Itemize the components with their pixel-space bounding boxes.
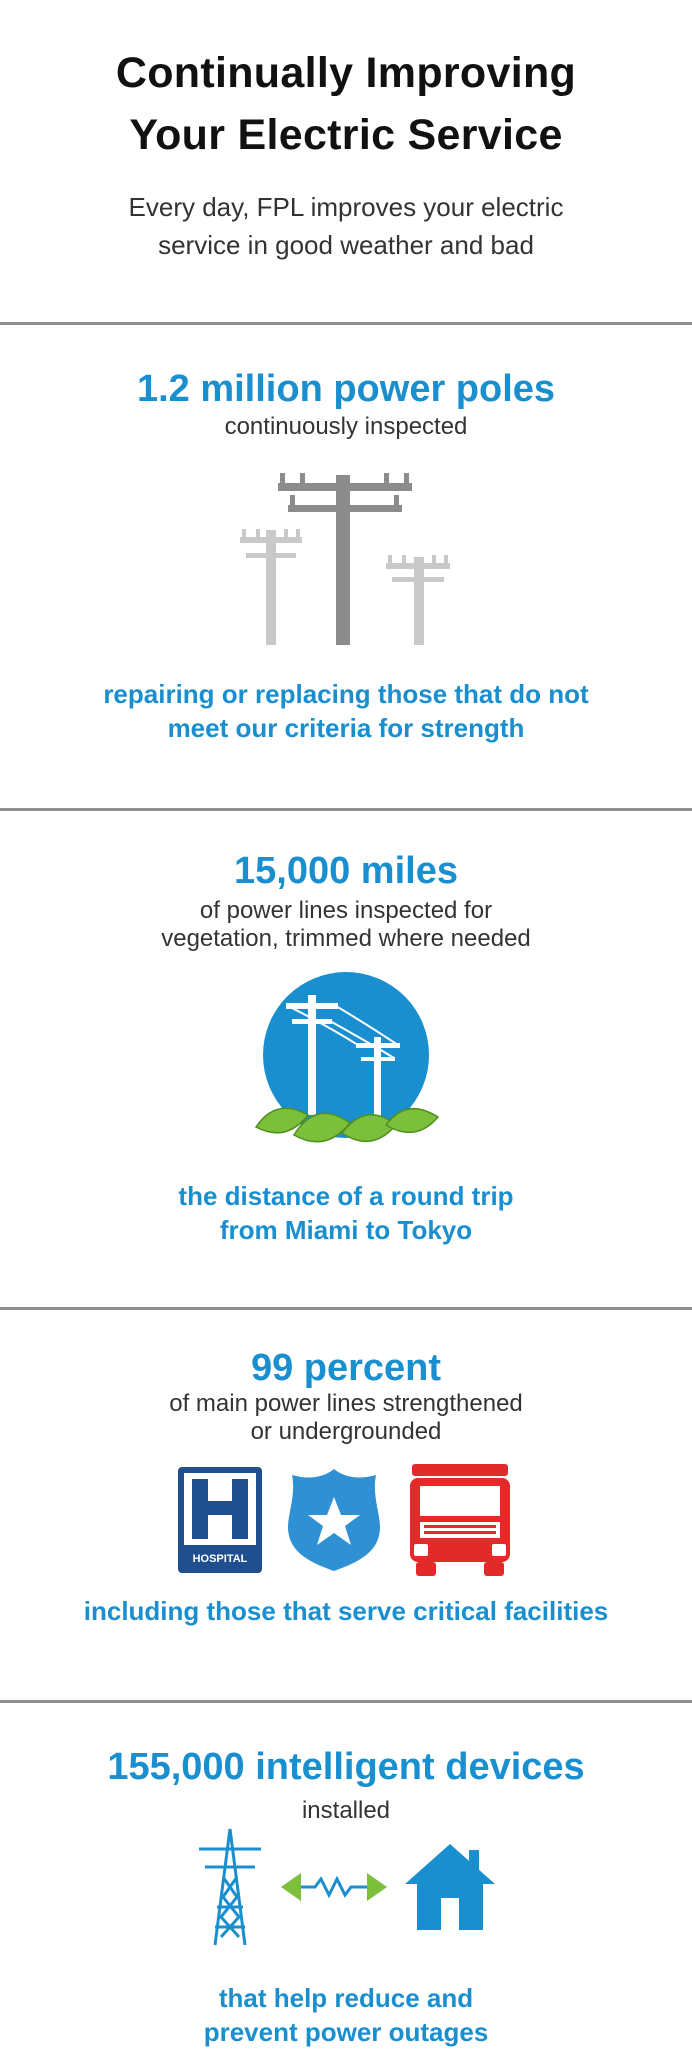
page-title (0, 42, 692, 166)
subtitle-line-1: Every day, FPL improves your electric (128, 192, 564, 222)
device-icons (0, 1827, 692, 1947)
description-line-2: vegetation, trimmed where needed (161, 925, 531, 952)
subtitle-line-2: service in good weather and bad (158, 230, 534, 260)
hospital-label: HOSPITAL (192, 1553, 248, 1565)
section-intelligent-devices (0, 1703, 692, 2067)
section-tagline (0, 677, 692, 745)
facility-icons (0, 1464, 692, 1576)
section-tagline (0, 1179, 692, 1247)
section-description (0, 1390, 692, 1446)
tagline-line-1: repairing or replacing those that do not (103, 679, 589, 709)
section-headline: 155,000 intelligent devices (107, 1746, 585, 1788)
section-critical-facilities (0, 1310, 692, 1700)
hospital-icon (178, 1467, 262, 1573)
description-line-1: of main power lines strengthened (169, 1390, 523, 1417)
power-poles-icon (0, 465, 692, 645)
connection-arrow-icon (279, 1867, 389, 1907)
tagline-line-2: prevent power outages (203, 2017, 489, 2047)
transmission-tower-icon (195, 1827, 265, 1947)
section-tagline (0, 1981, 692, 2049)
tagline-line-2: meet our criteria for strength (167, 713, 525, 743)
title-line-1: Continually Improving (115, 49, 577, 97)
section-power-lines (0, 811, 692, 1307)
section-description (0, 897, 692, 953)
tagline-line-1: that help reduce and (218, 1983, 474, 2013)
police-badge-icon (284, 1465, 384, 1575)
section-description: continuously inspected (224, 413, 468, 440)
house-icon (403, 1842, 497, 1932)
section-headline: 99 percent (250, 1347, 442, 1389)
section-headline: 1.2 million power poles (136, 368, 556, 410)
fire-truck-icon (406, 1464, 514, 1576)
section-headline: 15,000 miles (234, 850, 458, 892)
tagline-line-2: from Miami to Tokyo (219, 1215, 473, 1245)
header (0, 0, 692, 322)
tagline-line-1: including those that serve critical facilities (83, 1596, 609, 1626)
section-tagline (0, 1594, 692, 1628)
section-power-poles (0, 325, 692, 808)
description-line-2: or undergrounded (250, 1418, 442, 1445)
description-line-1: of power lines inspected for (199, 897, 493, 924)
title-line-2: Your Electric Service (129, 111, 563, 159)
page-subtitle (0, 188, 692, 264)
power-lines-vegetation-icon (0, 967, 692, 1157)
tagline-line-1: the distance of a round trip (178, 1181, 514, 1211)
section-description: installed (301, 1797, 391, 1824)
